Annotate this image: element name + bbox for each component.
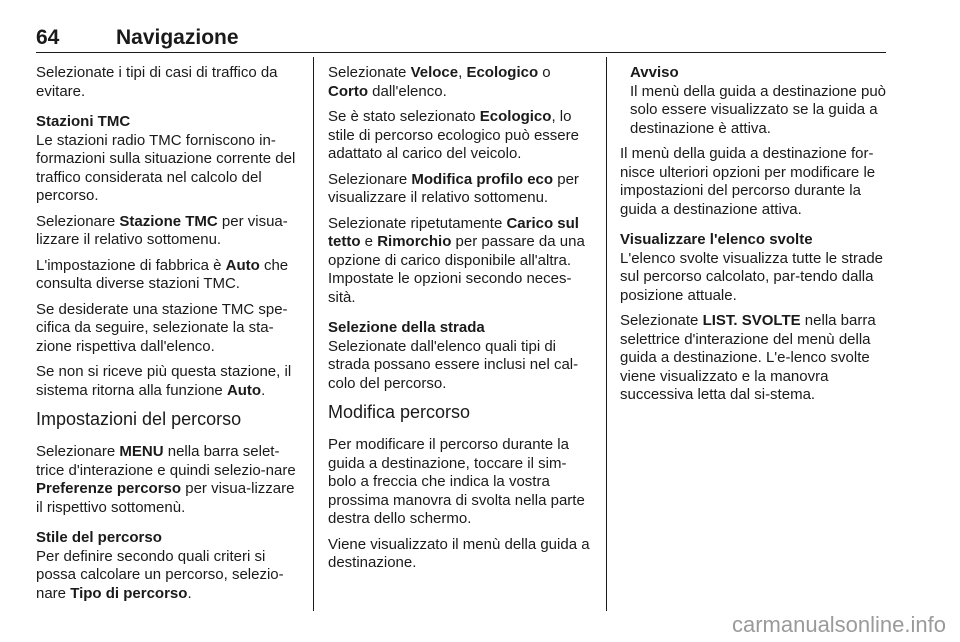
notice-text: Il menù della guida a destinazione può solo essere visualizzato se la guida a destinazione è attiva. [630,82,887,137]
notice-box [620,64,890,138]
watermark: carmanualsonline.info [731,612,946,637]
load-options-paragraph: Selezionate ripetutamente Carico sul tetto e Rimorchio per passare da una opzione di carico disponibile all'altra. Impostate le opzioni secondo neces-sità. [328,214,585,306]
heading-impostazioni-percorso: Impostazioni del percorso [36,409,242,429]
page-number: 64 [36,26,60,49]
heading-modifica-percorso: Modifica percorso [328,402,471,422]
section-title: Navigazione [116,26,239,49]
no-reception-paragraph: Se non si riceve più questa stazione, il sistema ritorna alla funzione Auto. [36,363,292,399]
tmc-paragraph: Le stazioni radio TMC forniscono in-formazioni sulla situazione corrente del traffico considerata nel calcolo del percorso. [36,131,296,204]
page-header [36,26,886,52]
route-style-paragraph: Per definire secondo quali criteri si possa calcolare un percorso, selezio-nare Tipo di percorso. [36,547,284,602]
column-1 [36,64,304,610]
modify-eco-paragraph: Selezionare Modifica profilo eco per visualizzare il relativo sottomenu. [328,170,579,206]
factory-setting-paragraph: L'impostazione di fabbrica è Auto che consulta diverse stazioni TMC. [36,256,289,292]
header-rule [36,52,886,53]
modify-route-paragraph: Per modificare il percorso durante la guida a destinazione, toccare il sim-bolo a freccia che indica la vostra prossima manovra di svolta nella parte destra dello schermo. [328,436,585,527]
notice-title: Avviso [630,64,679,81]
heading-stazioni-tmc: Stazioni TMC [36,113,131,130]
intro-text: Selezionate i tipi di casi di traffico da evitare. [36,64,278,100]
select-tmc-paragraph: Selezionare Stazione TMC per visua-lizzare il relativo sottomenu. [36,212,288,248]
menu-shown-paragraph: Viene visualizzato il menù della guida a destinazione. [328,535,590,571]
select-list-paragraph: Selezionate LIST. SVOLTE nella barra selettrice d'interazione del menù della guida a destinazione. L'e-lenco svolte viene visualizzato e la manovra successiva letta dal si-stema. [620,312,876,403]
specific-station-paragraph: Se desiderate una stazione TMC spe-cifica da seguire, selezionate la sta-zione rispettiva dall'elenco. [36,300,288,355]
route-type-paragraph: Selezionate Veloce, Ecologico o Corto dall'elenco. [328,64,551,100]
column-2 [328,64,592,580]
heading-elenco-svolte: Visualizzare l'elenco svolte [620,231,813,248]
column-3 [620,64,890,412]
column-divider [313,57,314,611]
turn-list-paragraph: L'elenco svolte visualizza tutte le strade sul percorso calcolato, par-tendo dalla posizione attuale. [620,249,884,304]
heading-stile-percorso: Stile del percorso [36,529,162,546]
eco-paragraph: Se è stato selezionato Ecologico, lo stile di percorso ecologico può essere adattato al carico del veicolo. [328,108,579,162]
heading-selezione-strada: Selezione della strada [328,319,485,336]
menu-paragraph: Selezionare MENU nella barra selet-trice d'interazione e quindi selezio-nare Preferenze percorso per visua-lizzare il rispettivo sottomenù. [36,443,296,516]
column-divider [606,57,607,611]
road-selection-paragraph: Selezionate dall'elenco quali tipi di strada possano essere inclusi nel cal-colo del percorso. [328,337,579,392]
more-options-paragraph: Il menù della guida a destinazione for-nisce ulteriori opzioni per modificare le impostazioni del percorso durante la guida a destinazione attiva. [620,145,876,218]
